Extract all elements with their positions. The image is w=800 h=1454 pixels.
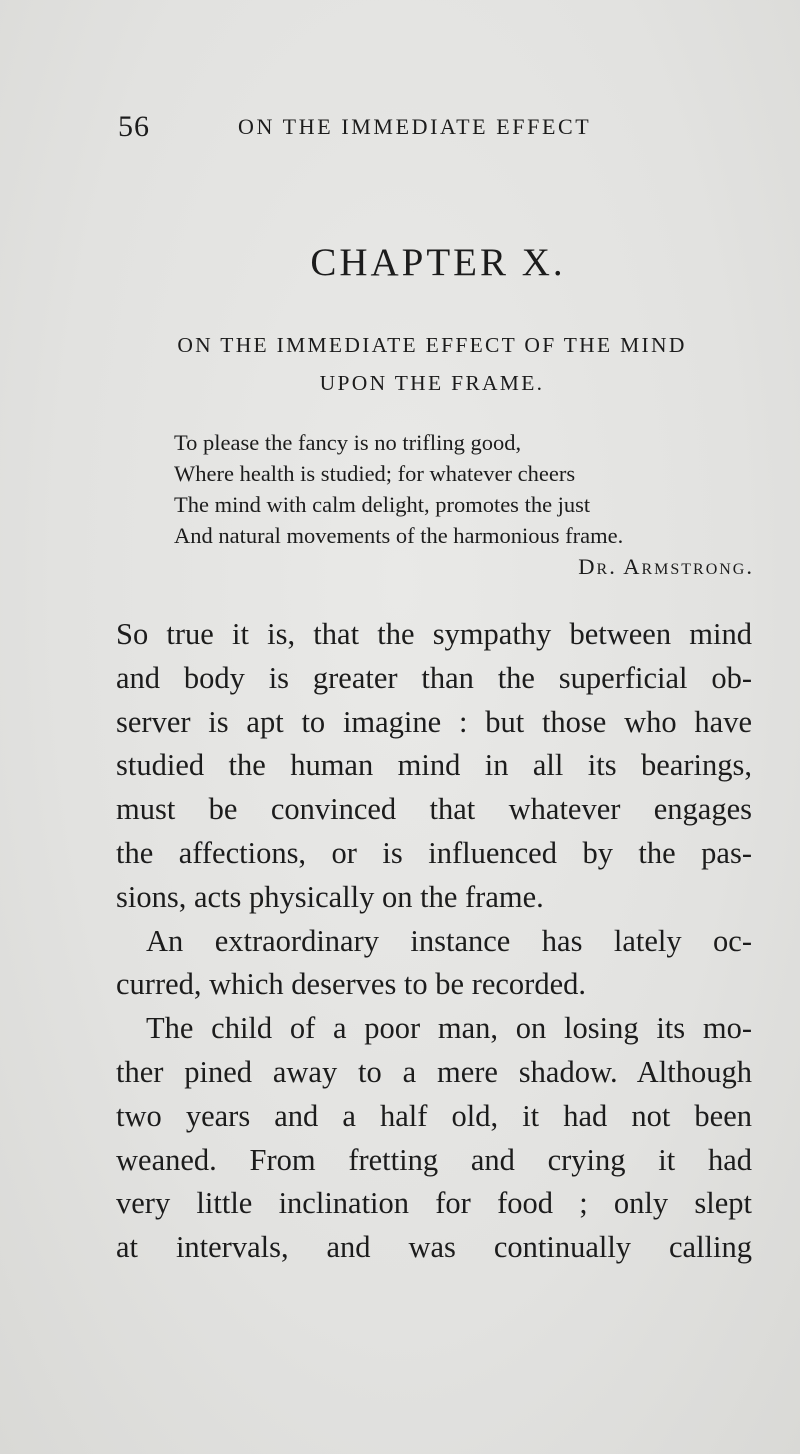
body-text bbox=[116, 613, 752, 1270]
body-line: The child of a poor man, on losing its mo- bbox=[146, 1011, 752, 1046]
epigraph-line: And natural movements of the harmonious frame. bbox=[174, 523, 624, 548]
body-line: server is apt to imagine : but those who have bbox=[116, 704, 752, 739]
body-line: must be convinced that whatever engages bbox=[116, 792, 752, 827]
body-line: the affections, or is influenced by the pas- bbox=[116, 835, 752, 870]
body-line: two years and a half old, it had not been bbox=[116, 1098, 752, 1133]
epigraph-line: Where health is studied; for whatever cheers bbox=[174, 461, 576, 486]
body-line: curred, which deserves to be recorded. bbox=[116, 967, 586, 1002]
body-line: studied the human mind in all its bearings, bbox=[116, 748, 752, 783]
epigraph bbox=[174, 427, 754, 582]
body-line: at intervals, and was continually calling bbox=[116, 1230, 752, 1265]
running-head bbox=[0, 110, 800, 150]
body-line: An extraordinary instance has lately oc- bbox=[146, 923, 752, 958]
body-line: sions, acts physically on the frame. bbox=[116, 879, 544, 914]
epigraph-line: The mind with calm delight, promotes the just bbox=[174, 492, 591, 517]
chapter-title-line: ON THE IMMEDIATE EFFECT OF THE MIND bbox=[177, 333, 687, 357]
running-title: ON THE IMMEDIATE EFFECT bbox=[238, 114, 592, 139]
body-line: weaned. From fretting and crying it had bbox=[116, 1142, 752, 1177]
epigraph-line: To please the fancy is no trifling good, bbox=[174, 430, 522, 455]
epigraph-attribution: Dr. Armstrong. bbox=[578, 554, 754, 579]
body-line: and body is greater than the superficial ob- bbox=[116, 660, 752, 695]
body-line: So true it is, that the sympathy between mind bbox=[116, 617, 752, 651]
chapter-title-line: UPON THE FRAME. bbox=[319, 371, 545, 395]
chapter-heading: CHAPTER X. bbox=[310, 241, 566, 284]
page-number: 56 bbox=[118, 110, 150, 143]
body-line: very little inclination for food ; only slept bbox=[116, 1186, 752, 1221]
chapter-title bbox=[0, 326, 800, 402]
body-line: ther pined away to a mere shadow. Although bbox=[116, 1054, 752, 1089]
